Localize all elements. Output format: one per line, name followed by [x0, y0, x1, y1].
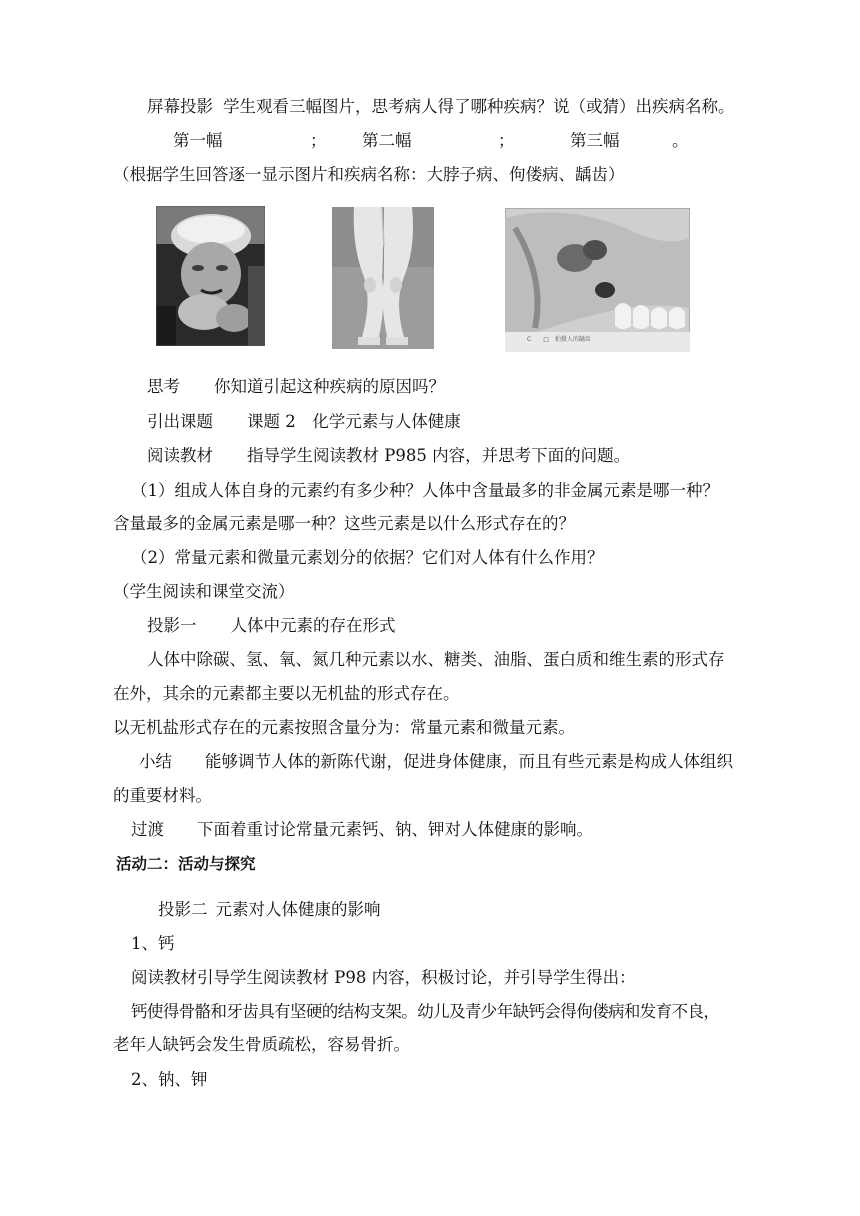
- intro-label: 屏幕投影: [147, 97, 213, 116]
- projection1-line: [147, 616, 396, 636]
- read-label: 阅读教材: [147, 446, 213, 465]
- calcium-b: 老年人缺钙会发生骨质疏松，容易骨折。: [113, 1035, 410, 1054]
- goiter-photo: [156, 206, 265, 346]
- calcium-a: 钙使得骨骼和牙齿具有坚硬的结构支架。幼儿及青少年缺钙会得佝偻病和发育不良，: [131, 1002, 720, 1021]
- summary-label: 小结: [139, 752, 172, 771]
- intro-line: [147, 97, 735, 117]
- calcium-title: 1、钙: [131, 934, 175, 953]
- read-line: [147, 446, 630, 466]
- topic-line: [147, 412, 461, 432]
- sodium-potassium-title: 2、钠、钾: [131, 1070, 208, 1089]
- think-label: 思考: [147, 377, 180, 396]
- think-text: 你知道引起这种疾病的原因吗？: [214, 377, 445, 396]
- paragraph1-a: 人体中除碳、氢、氧、氮几种元素以水、糖类、油脂、蛋白质和维生素的形式存: [147, 650, 725, 669]
- read-text: 指导学生阅读教材 P985 内容，并思考下面的问题。: [247, 446, 631, 465]
- transition-line: [131, 820, 593, 840]
- projection2-label: 投影二: [158, 900, 208, 919]
- summary-text: 能够调节人体的新陈代谢，促进身体健康，而且有些元素是构成人体组织: [205, 752, 733, 771]
- question1-a: （1）组成人体自身的元素约有多少种？人体中含量最多的非金属元素是哪一种？: [131, 481, 719, 500]
- transition-label: 过渡: [131, 820, 164, 839]
- paragraph2: 以无机盐形式存在的元素按照含量分为：常量元素和微量元素。: [113, 718, 575, 737]
- topic-text: 课题 2 化学元素与人体健康: [247, 412, 461, 431]
- student-note: （学生阅读和课堂交流）: [113, 582, 295, 601]
- end-mark: 。: [672, 131, 689, 150]
- intro-text: 学生观看三幅图片，思考病人得了哪种疾病？说（或猜）出疾病名称。: [223, 97, 735, 116]
- activity2-heading: 活动二：活动与探究: [116, 855, 256, 873]
- second-label: 第二幅: [362, 131, 412, 150]
- sep2: ；: [498, 131, 515, 150]
- projection2-text: 元素对人体健康的影响: [215, 900, 381, 919]
- projection2-line: [158, 900, 381, 920]
- projection1-text: 人体中元素的存在形式: [230, 616, 396, 635]
- summary-b: 的重要材料。: [113, 786, 212, 805]
- caries-photo: [505, 208, 690, 352]
- caries-caption: C □ 拍摄人的龋齿: [527, 336, 591, 343]
- intro-note: （根据学生回答逐一显示图片和疾病名称：大脖子病、佝偻病、龋齿）: [113, 165, 625, 184]
- calcium-read: 阅读教材引导学生阅读教材 P98 内容，积极讨论，并引导学生得出：: [131, 968, 636, 987]
- paragraph1-b: 在外，其余的元素都主要以无机盐的形式存在。: [113, 684, 460, 703]
- summary-line: [139, 752, 733, 772]
- third-label: 第三幅: [570, 131, 620, 150]
- question2: （2）常量元素和微量元素划分的依据？它们对人体有什么作用？: [131, 548, 604, 567]
- projection1-label: 投影一: [147, 616, 197, 635]
- question1-b: 含量最多的金属元素是哪一种？这些元素是以什么形式存在的？: [113, 514, 575, 533]
- think-line: [147, 377, 445, 397]
- sep1: ；: [310, 131, 327, 150]
- topic-label: 引出课题: [147, 412, 213, 431]
- first-label: 第一幅: [173, 131, 223, 150]
- rickets-photo: [332, 207, 434, 349]
- transition-text: 下面着重讨论常量元素钙、钠、钾对人体健康的影响。: [197, 820, 593, 839]
